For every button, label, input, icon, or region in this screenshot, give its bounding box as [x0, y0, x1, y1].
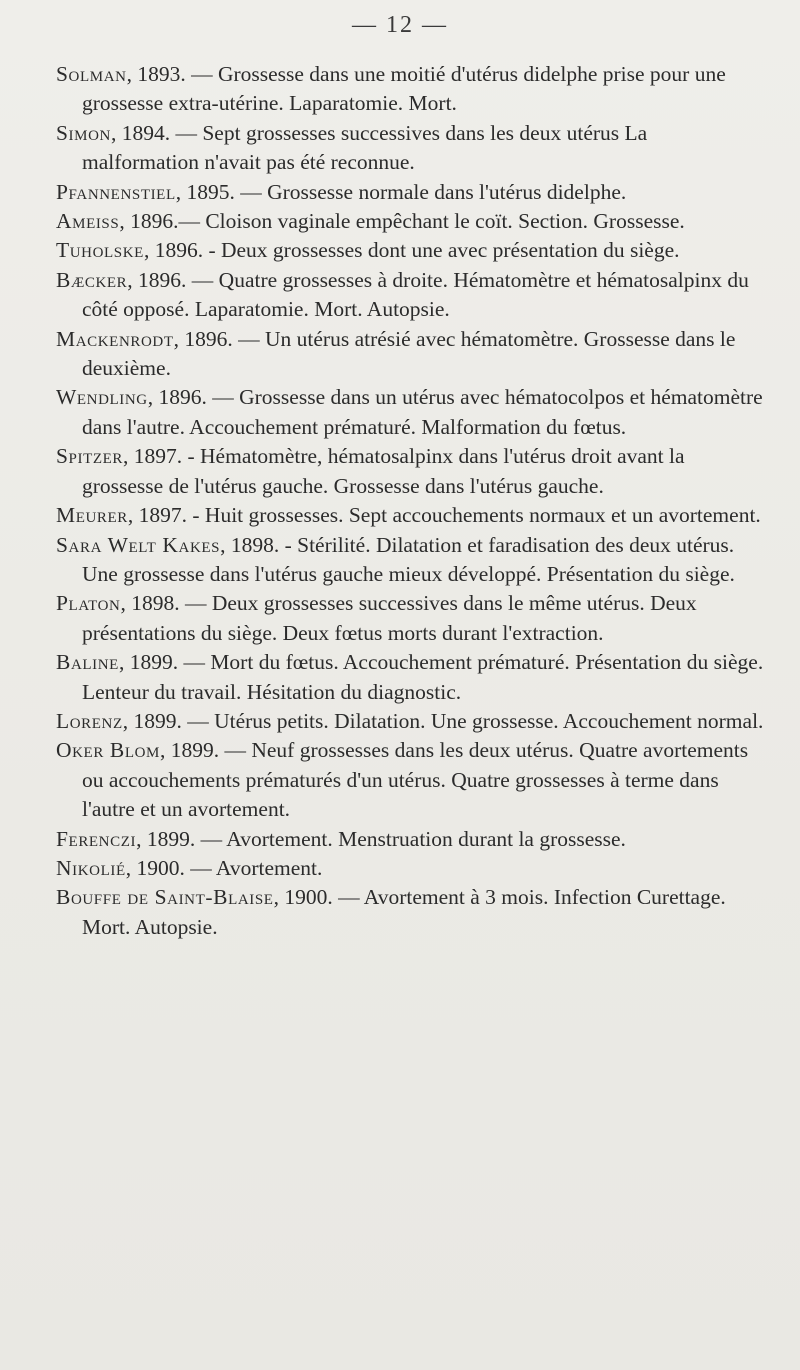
case-description: , 1895. — Grossesse normale dans l'utérus didelphe.	[175, 179, 627, 204]
case-author: Spitzer	[56, 444, 123, 469]
case-description: , 1899. — Mort du fœtus. Accouchement prématuré. Présentation du siège. Lenteur du travail. Hésitation du diagnostic.	[82, 650, 764, 704]
case-entry	[56, 531, 766, 590]
case-entry	[56, 648, 766, 707]
case-author: Mackenrodt	[56, 326, 174, 351]
case-entry	[56, 207, 766, 236]
case-entry	[56, 825, 766, 854]
case-entry	[56, 589, 766, 648]
case-entry	[56, 119, 766, 178]
case-description: , 1896. - Deux grossesses dont une avec présentation du siège.	[143, 238, 680, 263]
case-entry	[56, 178, 766, 207]
case-author: Baline	[56, 650, 119, 675]
case-entry	[56, 325, 766, 384]
case-entry	[56, 236, 766, 265]
case-author: Simon	[56, 120, 111, 145]
page-number: — 12 —	[352, 12, 448, 38]
case-description: , 1897. - Huit grossesses. Sept accouchements normaux et un avortement.	[127, 503, 761, 528]
case-author: Nikolié	[56, 855, 126, 880]
case-author: Solman	[56, 62, 127, 86]
case-entry	[56, 736, 766, 824]
case-description: , 1896.— Cloison vaginale empêchant le coït. Section. Grossesse.	[119, 209, 685, 234]
case-author: Wendling	[56, 385, 148, 410]
case-author: Bæcker	[56, 267, 128, 292]
case-author: Sara Welt Kakes	[56, 532, 221, 557]
case-entry	[56, 60, 766, 119]
case-description: , 1899. — Avortement. Menstruation durant la grossesse.	[136, 826, 626, 851]
case-description: , 1896. — Un utérus atrésié avec hématomètre. Grossesse dans le deuxième.	[82, 326, 736, 381]
case-author: Ferenczi	[56, 826, 137, 851]
case-entry	[56, 707, 766, 736]
case-description: , 1898. - Stérilité. Dilatation et faradisation des deux utérus. Une grossesse dans l'utérus gauche mieux développé. Présentation du siège.	[82, 532, 735, 586]
case-description: , 1899. — Utérus petits. Dilatation. Une grossesse. Accouchement normal.	[122, 708, 764, 733]
case-description: , 1900. — Avortement.	[125, 855, 323, 880]
case-description: , 1897. - Hématomètre, hématosalpinx dans l'utérus droit avant la grossesse de l'utérus gauche. Grossesse dans l'utérus gauche.	[82, 444, 685, 498]
case-author: Lorenz	[56, 708, 123, 733]
case-author: Oker Blom	[56, 738, 160, 763]
case-list	[56, 60, 766, 942]
case-entry	[56, 883, 766, 942]
case-author: Bouffe de Saint-Blaise	[56, 885, 274, 910]
case-entry	[56, 501, 766, 530]
case-description: , 1899. — Neuf grossesses dans les deux utérus. Quatre avortements ou accouchements prématurés d'un utérus. Quatre grossesses à terme dans l'autre et un avortement.	[82, 738, 749, 822]
case-author: Platon	[56, 591, 121, 616]
case-entry	[56, 442, 766, 501]
case-description: , 1893. — Grossesse dans une moitié d'utérus didelphe prise pour une grossesse extra-utérine. Laparatomie. Mort.	[82, 62, 726, 116]
case-entry	[56, 854, 766, 883]
case-description: , 1894. — Sept grossesses successives dans les deux utérus La malformation n'avait pas été reconnue.	[82, 120, 648, 175]
case-entry	[56, 383, 766, 442]
case-author: Meurer	[56, 503, 128, 528]
case-description: , 1896. — Quatre grossesses à droite. Hématomètre et hématosalpinx du côté opposé. Laparatomie. Mort. Autopsie.	[82, 267, 749, 322]
case-entry	[56, 266, 766, 325]
case-author: Pfannenstiel	[56, 179, 176, 204]
case-description: , 1896. — Grossesse dans un utérus avec hématocolpos et hématomètre dans l'autre. Accouchement prématuré. Malformation du fœtus.	[82, 385, 763, 439]
case-description: , 1898. — Deux grossesses successives dans le même utérus. Deux présentations du siège. Deux fœtus morts durant l'extraction.	[82, 591, 697, 645]
case-author: Tuholske	[56, 238, 144, 263]
case-description: , 1900. — Avortement à 3 mois. Infection Curettage. Mort. Autopsie.	[82, 885, 726, 939]
case-author: Ameiss	[56, 209, 120, 234]
